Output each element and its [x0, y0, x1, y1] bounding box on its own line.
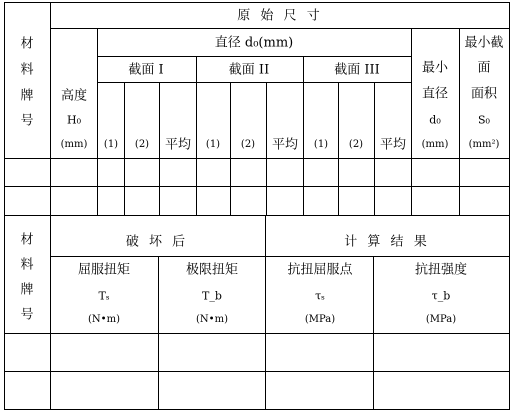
- material-grade-2-char-1: 材: [20, 232, 34, 248]
- section-2-header: 截面 II: [228, 62, 270, 78]
- diameter-header: 直径 d₀(mm): [214, 35, 294, 51]
- torsion-strength-unit: (MPa): [425, 314, 457, 325]
- material-grade-2-char-3: 牌: [20, 282, 34, 298]
- torsion-yield-point-unit: (MPa): [304, 314, 336, 325]
- min-diameter-unit: (mm): [421, 139, 449, 150]
- min-area-label-2: 面: [477, 60, 491, 76]
- material-grade-2-char-2: 料: [20, 257, 34, 273]
- min-area-unit: (mm²): [468, 139, 500, 150]
- s3-col-2: (2): [348, 139, 364, 150]
- section-3-header: 截面 III: [334, 62, 380, 78]
- ultimate-torque-label: 极限扭矩: [185, 262, 239, 278]
- min-diameter-label-2: 直径: [421, 86, 449, 102]
- calc-results-header: 计 算 结 果: [344, 234, 430, 250]
- torsion-strength-symbol: τ_b: [431, 289, 451, 303]
- after-failure-header: 破 坏 后: [125, 234, 189, 250]
- height-label: 高度: [60, 88, 88, 104]
- s3-col-1: (1): [313, 139, 329, 150]
- section-1-header: 截面 I: [128, 62, 164, 78]
- material-grade-2-char-4: 号: [20, 307, 34, 323]
- material-grade-char-4: 号: [20, 113, 34, 129]
- s1-col-2: (2): [134, 139, 150, 150]
- height-unit: (mm): [60, 139, 88, 150]
- s2-col-avg: 平均: [271, 137, 299, 153]
- yield-torque-label: 屈服扭矩: [77, 262, 131, 278]
- torsion-yield-point-symbol: τₛ: [315, 289, 325, 303]
- original-dimensions-header: 原 始 尺 寸: [237, 8, 323, 24]
- torsion-strength-label: 抗扭强度: [414, 262, 468, 278]
- s1-col-1: (1): [103, 139, 119, 150]
- s2-col-2: (2): [240, 139, 256, 150]
- torsion-yield-point-label: 抗扭屈服点: [287, 262, 353, 278]
- min-diameter-label-1: 最小: [421, 60, 449, 76]
- ultimate-torque-unit: (N•m): [196, 314, 228, 325]
- height-symbol: H₀: [66, 113, 82, 127]
- min-area-label-1: 最小截: [464, 35, 504, 51]
- min-area-label-3: 面积: [470, 86, 498, 102]
- yield-torque-symbol: Tₛ: [98, 289, 110, 303]
- s3-col-avg: 平均: [379, 137, 407, 153]
- material-grade-char-1: 材: [20, 36, 34, 52]
- material-grade-char-2: 料: [20, 62, 34, 78]
- yield-torque-unit: (N•m): [88, 314, 120, 325]
- s2-col-1: (1): [205, 139, 221, 150]
- min-diameter-symbol: d₀: [429, 113, 441, 127]
- ultimate-torque-symbol: T_b: [202, 289, 222, 303]
- min-area-symbol: S₀: [478, 113, 490, 127]
- material-grade-char-3: 牌: [20, 88, 34, 104]
- s1-col-avg: 平均: [164, 137, 192, 153]
